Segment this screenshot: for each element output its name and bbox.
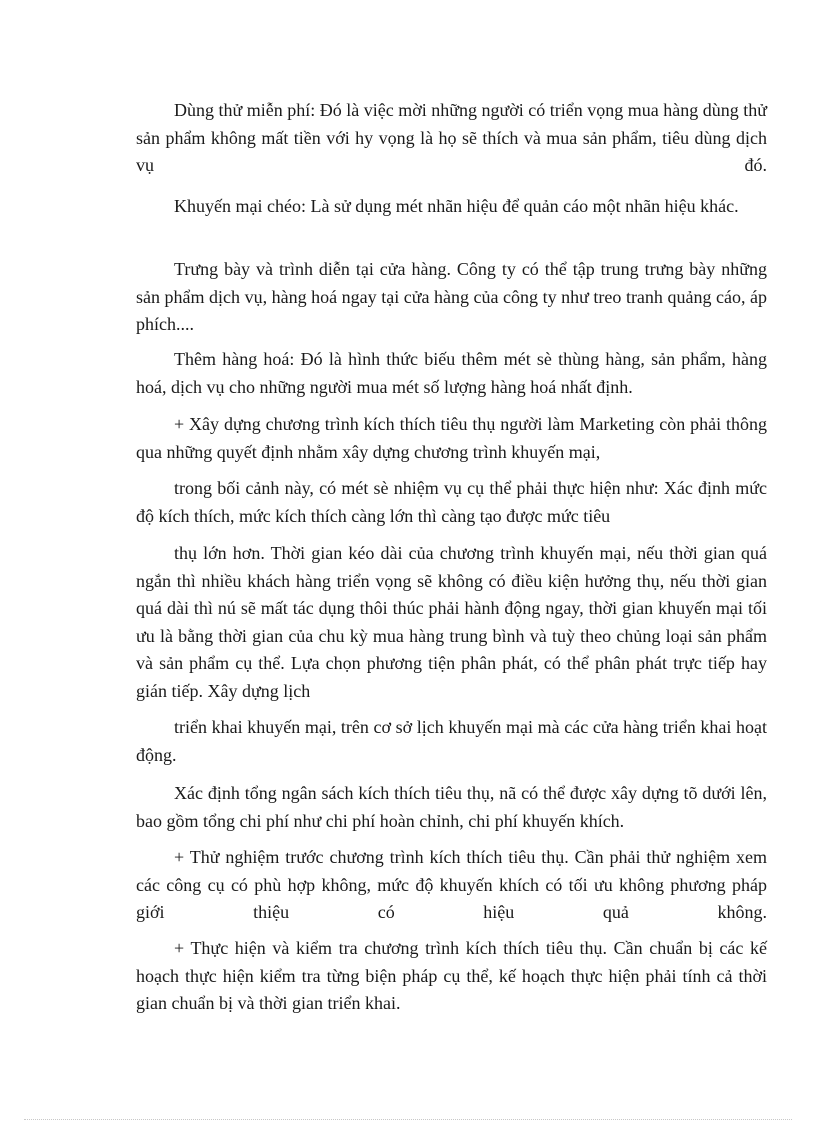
paragraph-in-store-display: Trưng bày và trình diễn tại cửa hàng. Công ty có thể tập trung trưng bày những sản phẩm dịch vụ, hàng hoá ngay tại cửa hàng của công ty như treo tranh quảng cáo, áp phích.... xyxy=(136,259,767,334)
paragraph-pretest: + Thử nghiệm trước chương trình kích thích tiêu thụ. Cần phải thử nghiệm xem các công cụ có phù hợp không, mức độ khuyến khích có tối ưu không phương pháp giới thiệu có hiệu quả không. xyxy=(136,847,767,922)
paragraph-incentive-level: trong bối cảnh này, có mét sè nhiệm vụ cụ thể phải thực hiện như: Xác định mức độ kích thích, mức kích thích càng lớn thì càng tạo được mức tiêu xyxy=(136,478,767,526)
paragraph-cross-promotion: Khuyến mại chéo: Là sử dụng mét nhãn hiệu để quản cáo một nhãn hiệu khác. xyxy=(174,196,739,216)
paragraph-bonus-goods: Thêm hàng hoá: Đó là hình thức biếu thêm mét sè thùng hàng, sản phẩm, hàng hoá, dịch vụ cho những người mua mét số lượng hàng hoá nhất định. xyxy=(136,349,767,397)
paragraph-implementation: + Thực hiện và kiểm tra chương trình kích thích tiêu thụ. Cần chuẩn bị các kế hoạch thực hiện kiểm tra từng biện pháp cụ thể, kế hoạch thực hiện phải tính cả thời gian chuẩn bị và thời gian triển khai. xyxy=(136,938,767,1013)
paragraph-build-program: + Xây dựng chương trình kích thích tiêu thụ người làm Marketing còn phải thông qua những quyết định nhằm xây dựng chương trình khuyến mại, xyxy=(136,414,767,462)
paragraph-budget: Xác định tổng ngân sách kích thích tiêu thụ, nã có thể được xây dựng tõ dưới lên, bao gồm tổng chi phí như chi phí hoàn chỉnh, chi phí khuyến khích. xyxy=(136,783,767,831)
paragraph-schedule: triển khai khuyến mại, trên cơ sở lịch khuyến mại mà các cửa hàng triển khai hoạt động. xyxy=(136,717,767,765)
paragraph-program-duration: thụ lớn hơn. Thời gian kéo dài của chương trình khuyến mại, nếu thời gian quá ngắn thì nhiều khách hàng triển vọng sẽ không có điều kiện hưởng thụ, nếu thời gian quá dài thì nú sẽ mất tác dụng thôi thúc phải hành động ngay, thời gian khuyến mại tối ưu là bằng thời gian của chu kỳ mua hàng trung bình và tuỳ theo chủng loại sản phẩm và sản phẩm cụ thể. Lựa chọn phương tiện phân phát, có thể phân phát trực tiếp hay gián tiếp. Xây dựng lịch xyxy=(136,543,767,701)
page-bottom-divider xyxy=(24,1119,792,1120)
paragraph-free-trial: Dùng thử miễn phí: Đó là việc mời những người có triển vọng mua hàng dùng thử sản phẩm không mất tiền với hy vọng là họ sẽ thích và mua sản phẩm, tiêu dùng dịch vụ đó. xyxy=(136,100,767,175)
